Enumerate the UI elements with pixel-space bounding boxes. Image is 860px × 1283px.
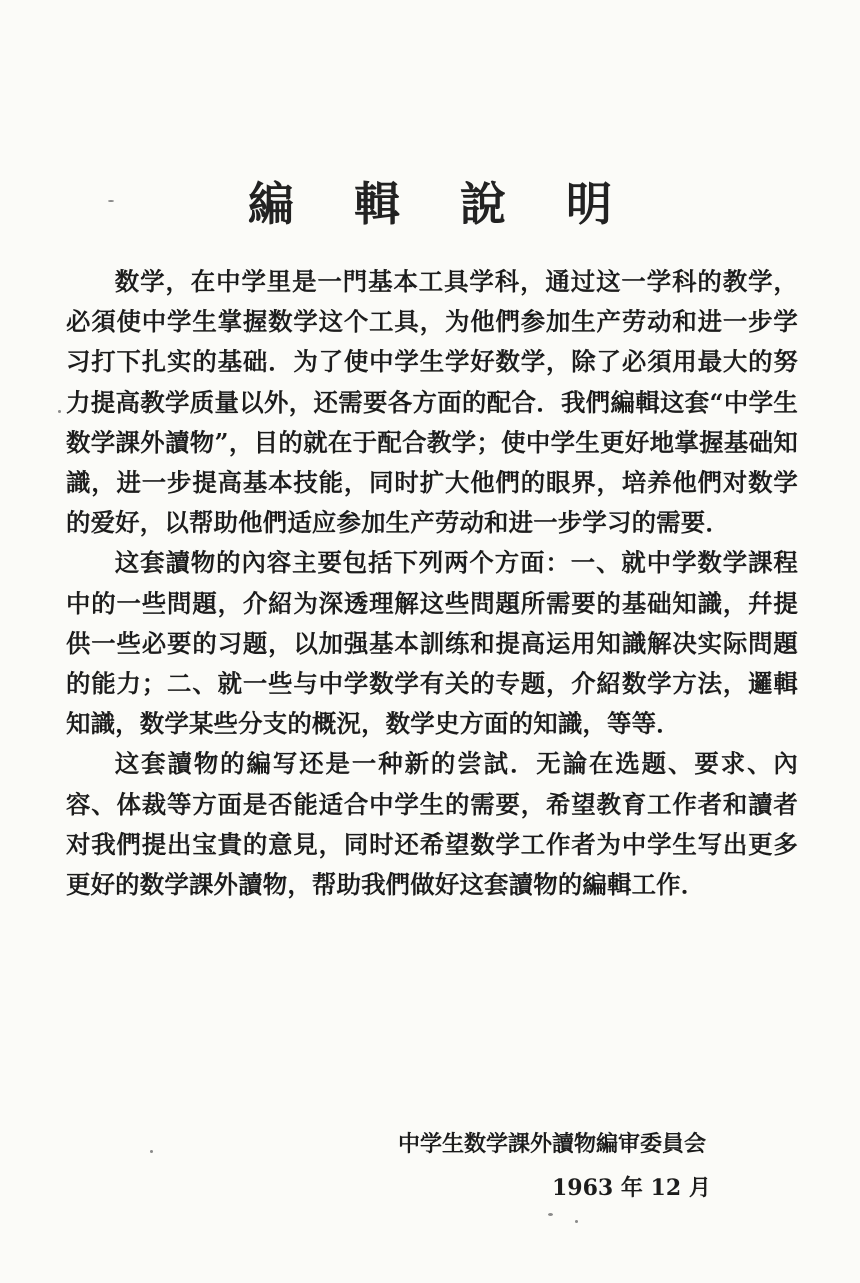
signature-date: 1963 年 12 月 bbox=[552, 1175, 711, 1201]
page-title: 編 輯 說 明 bbox=[247, 177, 635, 231]
scan-speck bbox=[575, 1220, 578, 1223]
scan-speck bbox=[58, 410, 61, 413]
scan-speck bbox=[548, 1213, 553, 1216]
paragraph: 这套讀物的編写还是一种新的尝試．无論在选题、要求、內容、体裁等方面是否能适合中学生的需要，希望教育工作者和讀者对我們提出宝貴的意見，同时还希望数学工作者为中学生写出更多更好的数学課外讀物，帮助我們做好这套讀物的編輯工作． bbox=[66, 749, 798, 900]
scan-speck bbox=[150, 1150, 153, 1153]
signature-organization: 中学生数学課外讀物編审委員会 bbox=[398, 1131, 707, 1157]
body-text bbox=[66, 262, 798, 905]
scan-speck bbox=[108, 200, 114, 202]
paragraph: 这套讀物的內容主要包括下列两个方面：一、就中学数学課程中的一些問題，介紹为深透理解这些問題所需要的基础知識，幷提供一些必要的习题，以加强基本訓练和提高运用知識解决实际問題的能力；二、就一些与中学数学有关的专题，介紹数学方法，邏輯知識，数学某些分支的概況，数学史方面的知識，等等． bbox=[66, 548, 798, 739]
paragraph: 数学，在中学里是一門基本工具学科，通过这一学科的教学，必須使中学生掌握数学这个工具，为他們参加生产劳动和进一步学习打下扎实的基础．为了使中学生学好数学，除了必須用最大的努力提高教学质量以外，还需要各方面的配合．我們編輯这套“中学生数学課外讀物”，目的就在于配合教学；使中学生更好地掌握基础知識，进一步提高基本技能，同时扩大他們的眼界，培养他們对数学的爱好，以帮助他們适应参加生产劳动和进一步学习的需要． bbox=[66, 267, 798, 538]
